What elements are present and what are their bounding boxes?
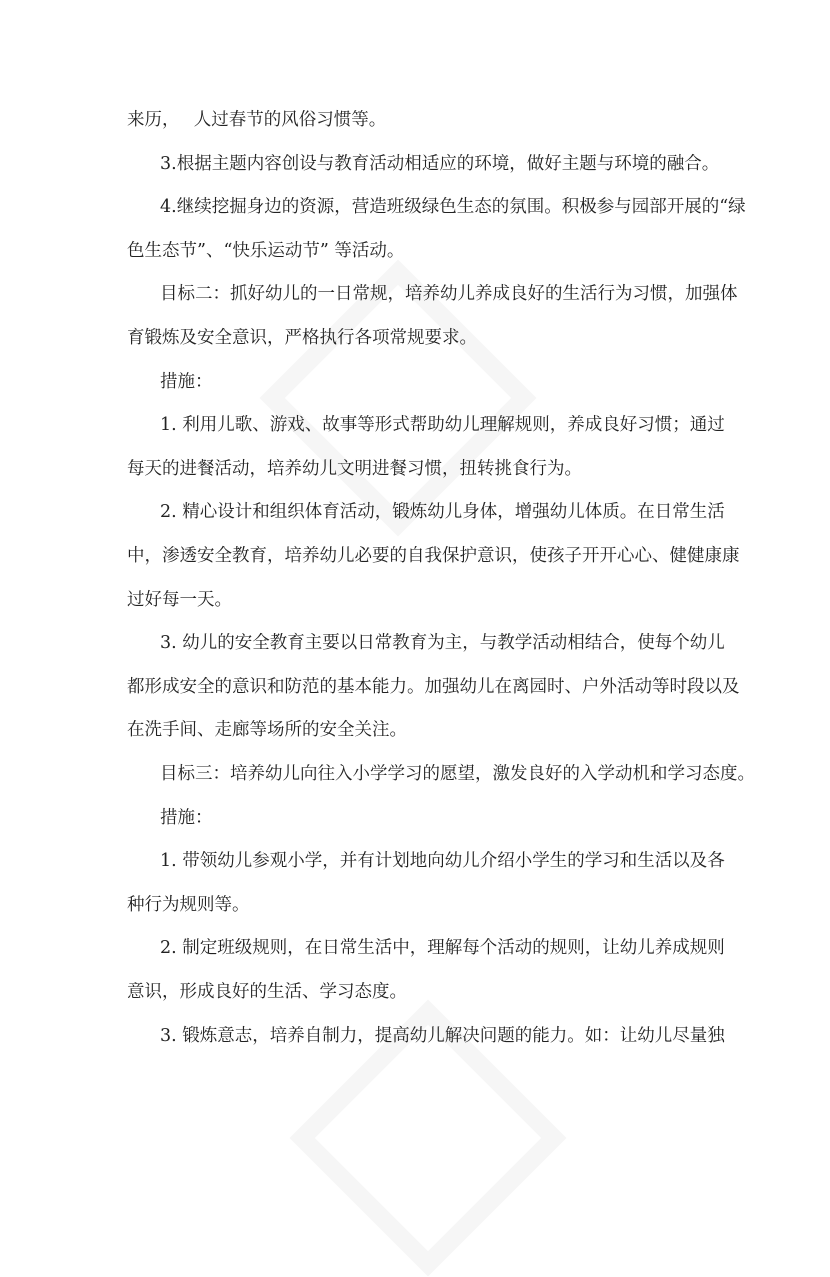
text-line: 2. 精心设计和组织体育活动，锻炼幼儿身体，增强幼儿体质。在日常生活	[160, 502, 725, 523]
text-line: 意识，形成良好的生活、学习态度。	[127, 982, 407, 1002]
text-line: 色生态节”、“快乐运动节” 等活动。	[127, 240, 405, 261]
text-line: 目标二：抓好幼儿的一日常规，培养幼儿养成良好的生活行为习惯，加强体	[160, 284, 738, 305]
text-line: 过好每一天。	[127, 589, 232, 610]
text-line: 3.根据主题内容创设与教育活动相适应的环境，做好主题与环境的融合。	[160, 153, 720, 174]
text-line: 3. 锻炼意志，培养自制力，提高幼儿解决问题的能力。如：让幼儿尽量独	[160, 1025, 725, 1046]
text-line: 每天的进餐活动，培养幼儿文明进餐习惯，扭转挑食行为。	[127, 458, 582, 479]
text-line: 都形成安全的意识和防范的基本能力。加强幼儿在离园时、户外活动等时段以及	[127, 676, 740, 697]
text-line: 1. 带领幼儿参观小学，并有计划地向幼儿介绍小学生的学习和生活以及各	[160, 851, 725, 872]
text-line: 3. 幼儿的安全教育主要以日常教育为主，与教学活动相结合，使每个幼儿	[160, 633, 725, 654]
text-line: 来历， 人过春节的风俗习惯等。	[127, 110, 387, 130]
text-line: 措施：	[160, 371, 213, 392]
text-line: 1. 利用儿歌、游戏、故事等形式帮助幼儿理解规则，养成良好习惯；通过	[160, 415, 725, 436]
text-line: 2. 制定班级规则，在日常生活中，理解每个活动的规则，让幼儿养成规则	[160, 938, 725, 959]
text-line: 措施：	[160, 807, 213, 828]
text-line: 目标三：培养幼儿向往入小学学习的愿望，激发良好的入学动机和学习态度。	[160, 764, 755, 784]
text-line: 4.继续挖掘身边的资源，营造班级绿色生态的氛围。积极参与园部开展的“绿	[160, 197, 746, 218]
text-line: 在洗手间、走廊等场所的安全关注。	[127, 720, 407, 741]
text-line: 种行为规则等。	[127, 894, 250, 915]
text-line: 中，渗透安全教育，培养幼儿必要的自我保护意识，使孩子开开心心、健健康康	[127, 546, 740, 566]
text-line: 育锻炼及安全意识，严格执行各项常规要求。	[127, 328, 477, 348]
